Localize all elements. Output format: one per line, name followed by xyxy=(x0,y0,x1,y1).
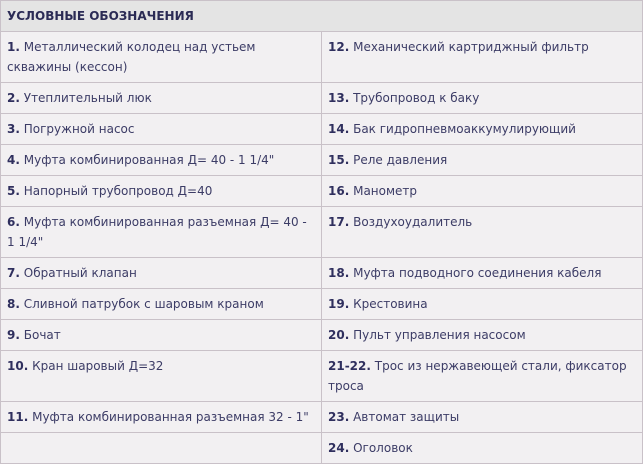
item-number: 5. xyxy=(7,184,20,198)
item-number: 10. xyxy=(7,359,29,373)
table-row xyxy=(1,433,643,464)
table-row xyxy=(1,32,643,83)
item-text: Манометр xyxy=(353,184,418,198)
item-text: Обратный клапан xyxy=(23,266,137,280)
item-number: 17. xyxy=(328,215,350,229)
item-text: Воздухоудалитель xyxy=(353,215,473,229)
legend-item-14 xyxy=(322,114,643,145)
item-text: Оголовок xyxy=(353,441,413,455)
item-number: 1. xyxy=(7,40,20,54)
legend-item-8 xyxy=(1,289,322,320)
legend-title: УСЛОВНЫЕ ОБОЗНАЧЕНИЯ xyxy=(1,1,643,32)
item-text: Бочат xyxy=(23,328,61,342)
item-text: Автомат защиты xyxy=(353,410,460,424)
item-number: 19. xyxy=(328,297,350,311)
item-number: 8. xyxy=(7,297,20,311)
item-number: 21-22. xyxy=(328,359,371,373)
legend-item-empty xyxy=(1,433,322,464)
table-row xyxy=(1,176,643,207)
item-text: Бак гидропневмоаккумулирующий xyxy=(353,122,576,136)
legend-item-2 xyxy=(1,83,322,114)
table-row xyxy=(1,114,643,145)
item-text: Пульт управления насосом xyxy=(353,328,526,342)
item-text: Муфта комбинированная разъемная Д= 40 - 1 1/4" xyxy=(7,215,307,249)
item-number: 4. xyxy=(7,153,20,167)
item-text: Крестовина xyxy=(353,297,428,311)
item-number: 2. xyxy=(7,91,20,105)
item-text: Металлический колодец над устьем скважины (кессон) xyxy=(7,40,256,74)
table-row xyxy=(1,402,643,433)
item-number: 24. xyxy=(328,441,350,455)
legend-item-3 xyxy=(1,114,322,145)
legend-item-5 xyxy=(1,176,322,207)
table-row xyxy=(1,289,643,320)
legend-item-18 xyxy=(322,258,643,289)
legend-item-24 xyxy=(322,433,643,464)
legend-item-20 xyxy=(322,320,643,351)
item-text: Муфта комбинированная Д= 40 - 1 1/4" xyxy=(23,153,275,167)
item-text: Трубопровод к баку xyxy=(353,91,480,105)
table-row xyxy=(1,145,643,176)
legend-item-1 xyxy=(1,32,322,83)
item-text: Муфта подводного соединения кабеля xyxy=(353,266,602,280)
item-number: 6. xyxy=(7,215,20,229)
table-row xyxy=(1,320,643,351)
item-number: 20. xyxy=(328,328,350,342)
item-text: Трос из нержавеющей стали, фиксатор троса xyxy=(328,359,627,393)
item-text: Реле давления xyxy=(353,153,448,167)
item-number: 3. xyxy=(7,122,20,136)
legend-item-7 xyxy=(1,258,322,289)
table-row xyxy=(1,207,643,258)
item-text: Утеплительный люк xyxy=(23,91,152,105)
legend-item-12 xyxy=(322,32,643,83)
table-row xyxy=(1,258,643,289)
item-number: 12. xyxy=(328,40,350,54)
legend-item-16 xyxy=(322,176,643,207)
legend-item-17 xyxy=(322,207,643,258)
item-text: Кран шаровый Д=32 xyxy=(32,359,164,373)
legend-item-21-22 xyxy=(322,351,643,402)
legend-item-13 xyxy=(322,83,643,114)
legend-item-10 xyxy=(1,351,322,402)
legend-item-23 xyxy=(322,402,643,433)
item-number: 7. xyxy=(7,266,20,280)
item-number: 13. xyxy=(328,91,350,105)
table-row xyxy=(1,351,643,402)
legend-item-11 xyxy=(1,402,322,433)
item-text: Механический картриджный фильтр xyxy=(353,40,589,54)
legend-item-19 xyxy=(322,289,643,320)
item-text: Погружной насос xyxy=(23,122,135,136)
item-number: 18. xyxy=(328,266,350,280)
legend-item-4 xyxy=(1,145,322,176)
item-text: Напорный трубопровод Д=40 xyxy=(23,184,213,198)
item-number: 15. xyxy=(328,153,350,167)
item-number: 11. xyxy=(7,410,29,424)
item-number: 14. xyxy=(328,122,350,136)
item-number: 23. xyxy=(328,410,350,424)
item-text: Сливной патрубок с шаровым краном xyxy=(23,297,264,311)
legend-item-6 xyxy=(1,207,322,258)
legend-item-15 xyxy=(322,145,643,176)
legend-header-row xyxy=(1,1,643,32)
item-number: 16. xyxy=(328,184,350,198)
item-text: Муфта комбинированная разъемная 32 - 1" xyxy=(32,410,309,424)
item-number: 9. xyxy=(7,328,20,342)
table-row xyxy=(1,83,643,114)
legend-item-9 xyxy=(1,320,322,351)
